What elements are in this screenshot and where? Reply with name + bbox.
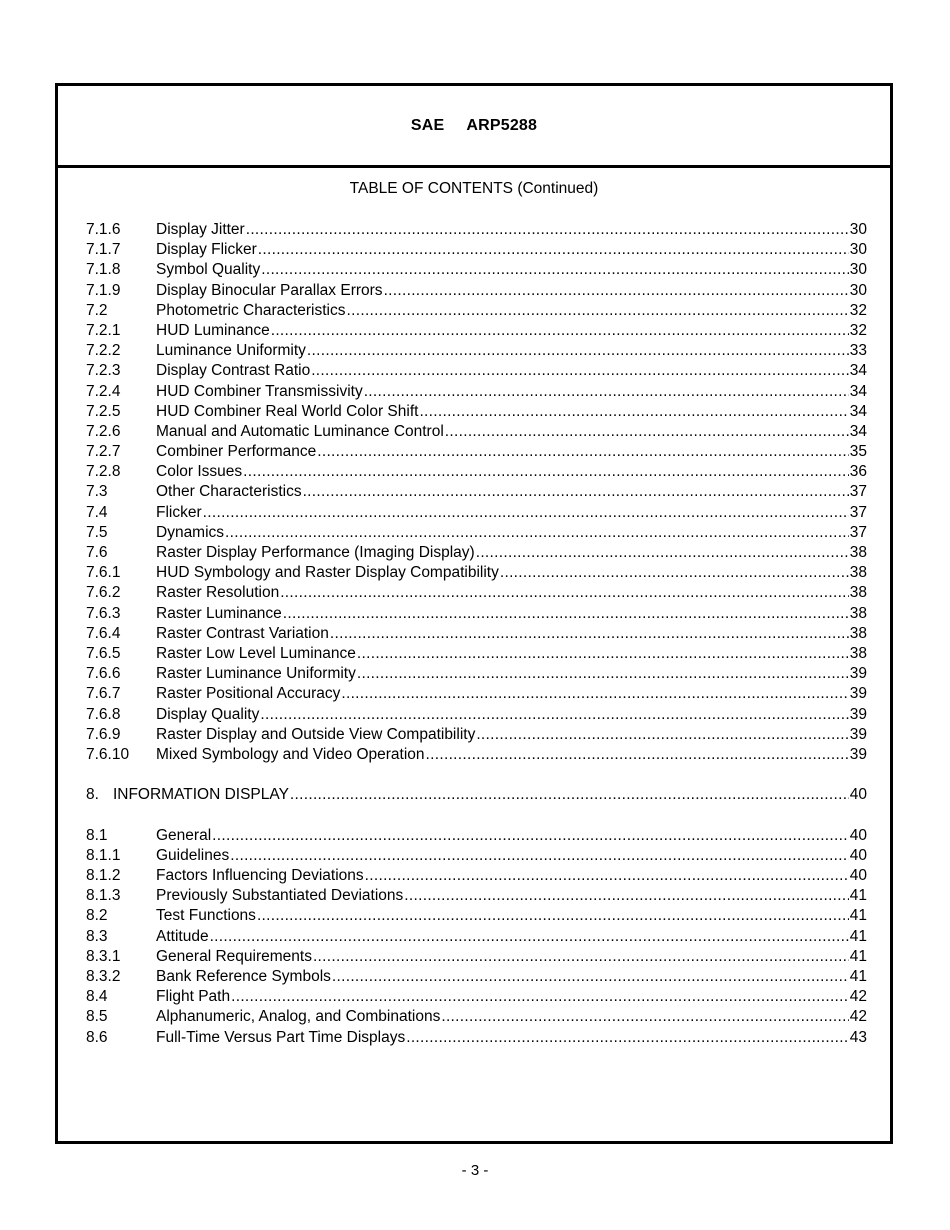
toc-entry-page: 39 — [849, 665, 867, 683]
toc-dot-leader — [230, 846, 849, 866]
toc-entry-number: 7.1.8 — [86, 261, 121, 279]
toc-entry-number: 8.4 — [86, 988, 108, 1006]
toc-entry-number: 7.6 — [86, 544, 108, 561]
toc-dot-leader — [406, 1028, 849, 1048]
toc-dot-leader — [341, 684, 848, 704]
toc-entry[interactable] — [86, 382, 867, 402]
toc-entry-page: 35 — [849, 443, 867, 461]
toc-entry[interactable] — [86, 785, 867, 805]
toc-dot-leader — [261, 260, 849, 280]
toc-entry-page: 32 — [849, 321, 867, 339]
toc-entry[interactable] — [86, 442, 867, 462]
toc-entry-title: Previously Substantiated Deviations — [156, 887, 404, 905]
toc-dot-leader — [231, 987, 849, 1007]
toc-entry-title: General Requirements — [156, 947, 312, 965]
toc-dot-leader — [441, 1007, 848, 1027]
toc-entry[interactable] — [86, 846, 867, 866]
toc-entry-number: 7.2.1 — [86, 321, 121, 339]
toc-entry-page: 41 — [849, 907, 867, 925]
toc-dot-leader — [258, 240, 849, 260]
toc-entry-number: 8. — [86, 786, 99, 804]
toc-entry-page: 40 — [849, 786, 867, 804]
toc-entry-title: Raster Positional Accuracy — [156, 685, 341, 703]
toc-entry[interactable] — [86, 583, 867, 603]
toc-dot-leader — [365, 866, 849, 886]
toc-title: TABLE OF CONTENTS (Continued) — [349, 180, 599, 197]
toc-entry[interactable] — [86, 886, 867, 906]
toc-entry-title: Alphanumeric, Analog, and Combinations — [156, 1008, 441, 1026]
toc-dot-leader — [225, 523, 849, 543]
toc-entry-title: Raster Contrast Variation — [156, 624, 329, 642]
toc-entry-number: 7.2.7 — [86, 443, 121, 461]
toc-entry-page: 39 — [849, 685, 867, 703]
toc-entry-page: 37 — [849, 523, 867, 541]
toc-entry[interactable] — [86, 1007, 867, 1027]
toc-entry-number: 8.1 — [86, 826, 108, 844]
toc-entry[interactable] — [86, 644, 867, 664]
toc-entry-page: 41 — [849, 927, 867, 945]
toc-dot-leader — [445, 422, 849, 442]
toc-spacer — [86, 765, 867, 785]
toc-entry-number: 7.6.9 — [86, 725, 121, 743]
toc-entry-page: 41 — [849, 947, 867, 965]
toc-entry-number: 8.2 — [86, 907, 108, 925]
toc-dot-leader — [330, 624, 849, 644]
toc-entry[interactable] — [86, 684, 867, 704]
toc-entry[interactable] — [86, 543, 867, 563]
toc-entry-title: INFORMATION DISPLAY — [112, 786, 289, 804]
toc-entry-page: 39 — [849, 725, 867, 743]
toc-entry-title: Attitude — [156, 927, 209, 945]
toc-entry-page: 43 — [849, 1028, 867, 1046]
toc-entry-page: 34 — [849, 402, 867, 420]
toc-entry-title: Manual and Automatic Luminance Control — [156, 422, 444, 440]
toc-entry-title: Raster Luminance Uniformity — [156, 665, 356, 683]
toc-dot-leader — [210, 927, 849, 947]
toc-entry-page: 40 — [849, 826, 867, 844]
toc-entry-page: 38 — [849, 604, 867, 622]
toc-dot-leader — [476, 725, 848, 745]
toc-entry[interactable] — [86, 482, 867, 502]
toc-entry-number: 7.6.8 — [86, 705, 121, 723]
toc-entry-number: 7.1.7 — [86, 241, 121, 259]
toc-entry-page: 30 — [849, 281, 867, 299]
toc-entry[interactable] — [86, 1028, 867, 1048]
toc-entry-title: Raster Low Level Luminance — [156, 644, 356, 662]
toc-entry[interactable] — [86, 260, 867, 280]
toc-entry-page: 34 — [849, 362, 867, 380]
toc-spacer — [86, 805, 867, 825]
toc-entry-page: 39 — [849, 745, 867, 763]
toc-entry-title: HUD Combiner Transmissivity — [156, 382, 363, 400]
toc-entry-title: Bank Reference Symbols — [156, 967, 331, 985]
toc-entry-number: 7.2.5 — [86, 402, 121, 420]
toc-dot-leader — [404, 886, 848, 906]
toc-entry-title: Raster Display Performance (Imaging Display) — [156, 544, 475, 561]
toc-entry-page: 33 — [849, 342, 867, 360]
toc-entry-number: 8.1.1 — [86, 846, 121, 864]
toc-entry-number: 8.3.1 — [86, 947, 121, 965]
toc-dot-leader — [311, 361, 849, 381]
toc-entry[interactable] — [86, 341, 867, 361]
toc-entry[interactable] — [86, 281, 867, 301]
toc-dot-leader — [303, 482, 849, 502]
toc-entry[interactable] — [86, 664, 867, 684]
toc-entry[interactable] — [86, 422, 867, 442]
toc-entry-title: Full-Time Versus Part Time Displays — [156, 1028, 406, 1046]
toc-entry-title: HUD Luminance — [156, 321, 270, 339]
toc-entry[interactable] — [86, 745, 867, 765]
toc-entry-title: Display Binocular Parallax Errors — [156, 281, 383, 299]
toc-entry[interactable] — [86, 624, 867, 644]
toc-dot-leader — [280, 583, 849, 603]
toc-dot-leader — [317, 442, 849, 462]
toc-entry-number: 8.3.2 — [86, 967, 121, 985]
toc-entry-title: Flicker — [156, 503, 202, 521]
toc-entry-number: 7.6.4 — [86, 624, 121, 642]
toc-entry-title: Factors Influencing Deviations — [156, 867, 364, 884]
toc-entry-number: 7.1.9 — [86, 281, 121, 299]
toc-entry-number: 8.1.3 — [86, 887, 121, 905]
toc-entry-number: 8.3 — [86, 927, 108, 945]
toc-entry-title: Raster Luminance — [156, 604, 282, 622]
toc-entry-number: 7.1.6 — [86, 221, 121, 238]
toc-entry-number: 7.2.8 — [86, 463, 121, 481]
toc-entry[interactable] — [86, 866, 867, 886]
toc-dot-leader — [332, 967, 849, 987]
toc-dot-leader — [257, 906, 849, 926]
toc-entry-page: 34 — [849, 382, 867, 400]
toc-entry[interactable] — [86, 906, 867, 926]
toc-entry-number: 7.6.1 — [86, 564, 121, 582]
toc-dot-leader — [364, 382, 849, 402]
toc-entry-title: Color Issues — [156, 463, 243, 481]
toc-entry-page: 32 — [849, 301, 867, 319]
toc-dot-leader — [426, 745, 849, 765]
toc-entry[interactable] — [86, 826, 867, 846]
toc-dot-leader — [384, 281, 849, 301]
toc-entry-title: Display Quality — [156, 705, 260, 723]
toc-dot-leader — [476, 543, 849, 563]
toc-entry-page: 30 — [849, 221, 867, 238]
toc-entry-title: Display Jitter — [156, 221, 245, 238]
toc-entry-page: 38 — [849, 584, 867, 602]
toc-entry[interactable] — [86, 240, 867, 260]
toc-entry-page: 37 — [849, 503, 867, 521]
toc-dot-leader — [243, 462, 849, 482]
toc-entry-number: 8.1.2 — [86, 867, 121, 884]
toc-entry[interactable] — [86, 523, 867, 543]
toc-dot-leader — [271, 321, 849, 341]
toc-dot-leader — [290, 785, 849, 805]
toc-entry-page: 40 — [849, 867, 867, 884]
toc-entry-number: 7.2.4 — [86, 382, 121, 400]
toc-entry-number: 7.2.6 — [86, 422, 121, 440]
toc-entry[interactable] — [86, 402, 867, 422]
toc-entry-number: 7.6.2 — [86, 584, 121, 602]
header-org: SAE — [410, 116, 445, 134]
toc-entry-title: Raster Resolution — [156, 584, 280, 602]
toc-entry[interactable] — [86, 967, 867, 987]
toc-entry-title: Display Flicker — [156, 241, 257, 259]
toc-dot-leader — [307, 341, 849, 361]
toc-entry[interactable] — [86, 947, 867, 967]
toc-entry[interactable] — [86, 604, 867, 624]
toc-dot-leader — [313, 947, 849, 967]
toc-entry-title: General — [156, 826, 212, 844]
toc-entry[interactable] — [86, 361, 867, 381]
toc-list — [86, 220, 867, 1048]
toc-entry-title: Other Characteristics — [156, 483, 302, 501]
toc-entry-page: 38 — [849, 544, 867, 561]
toc-entry-title: Test Functions — [156, 907, 256, 925]
toc-entry-number: 7.4 — [86, 503, 108, 521]
toc-entry-number: 7.2.3 — [86, 362, 121, 380]
page-frame — [55, 83, 893, 1144]
toc-entry-page: 34 — [849, 422, 867, 440]
toc-entry-title: Combiner Performance — [156, 443, 317, 461]
toc-entry[interactable] — [86, 705, 867, 725]
toc-entry-number: 7.6.6 — [86, 665, 121, 683]
toc-entry-title: HUD Symbology and Raster Display Compatibility — [156, 564, 499, 582]
toc-entry-number: 7.6.5 — [86, 644, 121, 662]
toc-entry[interactable] — [86, 927, 867, 947]
toc-entry[interactable] — [86, 725, 867, 745]
toc-entry-page: 42 — [849, 988, 867, 1006]
toc-entry-page: 38 — [849, 624, 867, 642]
toc-entry-page: 41 — [849, 887, 867, 905]
toc-entry[interactable] — [86, 301, 867, 321]
toc-entry-title: Raster Display and Outside View Compatibility — [156, 725, 476, 743]
toc-dot-leader — [347, 301, 849, 321]
toc-dot-leader — [212, 826, 849, 846]
toc-entry-title: Guidelines — [156, 846, 230, 864]
toc-entry-number: 7.2 — [86, 301, 108, 319]
toc-entry[interactable] — [86, 321, 867, 341]
page-number: - 3 - — [461, 1162, 489, 1179]
toc-entry[interactable] — [86, 987, 867, 1007]
toc-entry-number: 7.2.2 — [86, 342, 121, 360]
toc-entry-number: 8.6 — [86, 1028, 108, 1046]
toc-dot-leader — [357, 664, 849, 684]
toc-entry-title: Display Contrast Ratio — [156, 362, 311, 380]
toc-entry-page: 40 — [849, 846, 867, 864]
toc-entry-title: HUD Combiner Real World Color Shift — [156, 402, 419, 420]
toc-entry-title: Mixed Symbology and Video Operation — [156, 745, 425, 763]
toc-entry-page: 30 — [849, 261, 867, 279]
toc-entry-number: 7.5 — [86, 523, 108, 541]
toc-entry-page: 39 — [849, 705, 867, 723]
toc-entry-title: Luminance Uniformity — [156, 342, 306, 360]
toc-entry[interactable] — [86, 503, 867, 523]
document-header — [58, 86, 890, 168]
toc-entry-number: 7.6.7 — [86, 685, 121, 703]
toc-dot-leader — [283, 604, 849, 624]
toc-dot-leader — [500, 563, 849, 583]
toc-entry-page: 41 — [849, 967, 867, 985]
toc-entry-number: 7.6.10 — [86, 745, 130, 763]
toc-dot-leader — [357, 644, 849, 664]
toc-dot-leader — [246, 220, 849, 240]
toc-entry-title: Flight Path — [156, 988, 231, 1006]
header-doc-id: ARP5288 — [466, 116, 538, 134]
toc-dot-leader — [419, 402, 848, 422]
toc-entry-number: 7.6.3 — [86, 604, 121, 622]
toc-entry-title: Symbol Quality — [156, 261, 261, 279]
toc-entry-page: 37 — [849, 483, 867, 501]
toc-entry-page: 36 — [849, 463, 867, 481]
toc-entry-title: Dynamics — [156, 523, 225, 541]
toc-entry-page: 38 — [849, 644, 867, 662]
toc-entry[interactable] — [86, 220, 867, 240]
toc-dot-leader — [260, 705, 848, 725]
toc-entry[interactable] — [86, 462, 867, 482]
toc-entry-page: 30 — [849, 241, 867, 259]
toc-entry-page: 42 — [849, 1008, 867, 1026]
toc-entry[interactable] — [86, 563, 867, 583]
toc-entry-number: 7.3 — [86, 483, 108, 501]
toc-dot-leader — [203, 503, 849, 523]
toc-entry-number: 8.5 — [86, 1008, 108, 1026]
toc-entry-title: Photometric Characteristics — [156, 301, 346, 319]
toc-entry-page: 38 — [849, 564, 867, 582]
